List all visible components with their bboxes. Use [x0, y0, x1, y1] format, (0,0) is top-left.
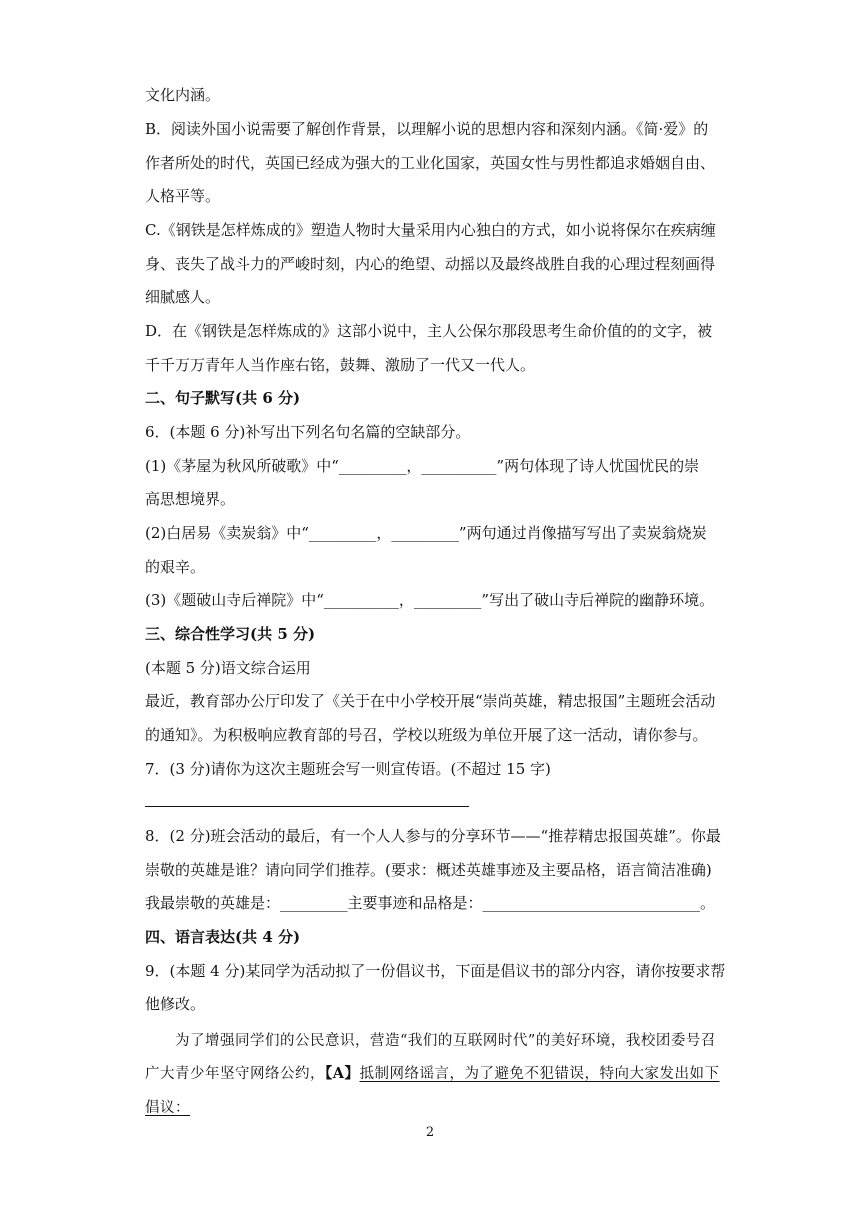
section-heading-2: 二、句子默写(共 6 分) — [145, 389, 301, 407]
question-8: 8．(2 分)班会活动的最后，有一个人人参与的分享环节——“推荐精忠报国英雄”。你最 — [145, 827, 721, 845]
proposal-text: 广大青少年坚守网络公约， — [145, 1066, 325, 1082]
question-6: 6．(本题 6 分)补写出下列名句名篇的空缺部分。 — [145, 423, 471, 441]
text-line: 的通知》。为积极响应教育部的号召，学校以班级为单位开展了这一活动，请你参与。 — [145, 726, 708, 744]
page-number: 2 — [425, 1125, 435, 1140]
proposal-paragraph-line-1: 为了增强同学们的公民意识，营造“我们的互联网时代”的美好环境，我校团委号召 — [175, 1033, 716, 1049]
option-c-line: C.《钢铁是怎样炼成的》塑造人物时大量采用内心独白的方式，如小说将保尔在疾病缠 — [145, 221, 716, 239]
text-line: 身、丧失了战斗力的严峻时刻，内心的绝望、动摇以及最终战胜自我的心理过程刻画得 — [145, 255, 716, 273]
question-6-item-2: (2)白居易《卖炭翁》中“_________，_________”两句通过肖像描写写出了卖炭翁烧炭 — [145, 524, 707, 542]
answer-line-7 — [145, 806, 469, 807]
underlined-sentence-a: 抵制网络谣言，为了避免不犯错误，特向大家发出如下 — [359, 1066, 720, 1082]
text-line: 千千万万青年人当作座右铭，鼓舞、激励了一代又一代人。 — [145, 356, 536, 374]
question-9: 9．(本题 4 分)某同学为活动拟了一份倡议书，下面是倡议书的部分内容，请你按要求帮 — [145, 962, 726, 980]
text-line: 的艰辛。 — [145, 558, 206, 576]
comprehensive-intro: (本题 5 分)语文综合运用 — [145, 659, 311, 677]
text-line: 最近，教育部办公厅印发了《关于在中小学校开展“崇尚英雄，精忠报国”主题班会活动 — [145, 692, 716, 710]
text-line: 作者所处的时代，英国已经成为强大的工业化国家，英国女性与男性都追求婚姻自由、 — [145, 154, 716, 172]
text-line: 他修改。 — [145, 995, 206, 1013]
question-6-item-3: (3)《题破山寺后禅院》中“__________，_________”写出了破山寺后禅院的幽静环境。 — [145, 591, 715, 609]
text-line: 细腻感人。 — [145, 288, 221, 306]
text-line: 高思想境界。 — [145, 490, 236, 508]
proposal-paragraph-line-2 — [145, 1064, 720, 1084]
option-d-line: D．在《钢铁是怎样炼成的》这部小说中，主人公保尔那段思考生命价值的的文字，被 — [145, 322, 713, 340]
option-b-line: B．阅读外国小说需要了解创作背景，以理解小说的思想内容和深刻内涵。《简·爱》的 — [145, 120, 709, 138]
question-6-item-1: (1)《茅屋为秋风所破歌》中“_________，__________”两句体现了诗人忧国忧民的崇 — [145, 457, 700, 475]
proposal-paragraph-line-3: 倡议： — [145, 1100, 190, 1116]
marker-a: 【A】 — [325, 1065, 360, 1082]
section-heading-3: 三、综合性学习(共 5 分) — [145, 625, 316, 643]
question-8-fill-line: 我最崇敬的英雄是：_________主要事迹和品格是：_____________________________。 — [145, 894, 716, 912]
text-line: 崇敬的英雄是谁？请向同学们推荐。(要求：概述英雄事迹及主要品格，语言简洁准确) — [145, 861, 712, 879]
text-line: 人格平等。 — [145, 187, 221, 205]
question-7: 7．(3 分)请你为这次主题班会写一则宣传语。(不超过 15 字) — [145, 760, 551, 778]
text-line: 文化内涵。 — [145, 86, 221, 104]
section-heading-4: 四、语言表达(共 4 分) — [145, 928, 301, 946]
